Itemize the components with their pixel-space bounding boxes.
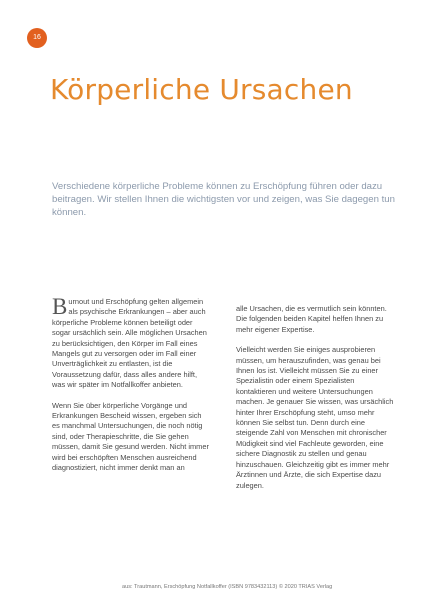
chapter-title: Körperliche Ursachen: [50, 73, 353, 106]
footer-citation: aus: Trautmann, Erschöpfung Notfallkoffer (ISBN 9783432113) © 2020 TRIAS Verlag: [122, 584, 333, 590]
drop-cap: B: [52, 294, 68, 319]
left-column: [52, 294, 210, 484]
lead-paragraph: Verschiedene körperliche Probleme können zu Erschöpfung führen oder dazu beitragen. Wir stellen Ihnen die wichtigsten vor und zeigen, was Sie dagegen tun können.: [52, 181, 395, 219]
page-number-badge: 16: [27, 28, 47, 48]
left-paragraph-1: [52, 294, 210, 391]
right-paragraph-1: alle Ursachen, die es vermutlich sein könnten. Die folgenden beiden Kapitel helfen Ihnen zu mehr eigener Expertise.: [236, 304, 387, 334]
left-paragraph-1-text: urnout und Erschöpfung gelten allgemein als psychische Erkrankungen – aber auch körperliche Probleme können beteiligt oder sogar ursächlich sein. Alle möglichen Ursachen zu berücksichtigen, den Körper im Fall eines Mangels gut zu versorgen oder im Fall einer Unverträglichkeit zu entlasten, ist die Voraussetzung dafür, dass alles andere hilft, was wir später im Notfallkoffer anbieten.: [52, 297, 207, 390]
right-paragraph-2: Vielleicht werden Sie einiges ausprobieren müssen, um herauszufinden, was genau bei Ihnen los ist. Vielleicht müssen Sie zu einer Spezialistin oder einem Spezialisten kontaktieren und weitere Untersuchungen machen. Je genauer Sie wissen, was ursächlich hinter Ihrer Erschöpfung steht, umso mehr können Sie selbst tun. Denn durch eine steigende Zahl von Menschen mit chronischer Müdigkeit sind viel Fachleute geworden, eine sichere Diagnostik zu stellen und genau hinzuschauen. Gleichzeitig gibt es immer mehr Ärztinnen und Ärzte, die sich Expertise dazu zulegen.: [236, 345, 394, 490]
left-paragraph-2: Wenn Sie über körperliche Vorgänge und Erkrankungen Bescheid wissen, ergeben sich es manchmal Untersuchungen, die noch nötig sind, oder Therapieschritte, die Sie gehen müssen, damit Sie gesund werden. Nicht immer wird bei erschöpften Menschen ausreichend diagnostiziert, nicht immer denkt man an: [52, 400, 209, 473]
right-column: [236, 304, 394, 501]
